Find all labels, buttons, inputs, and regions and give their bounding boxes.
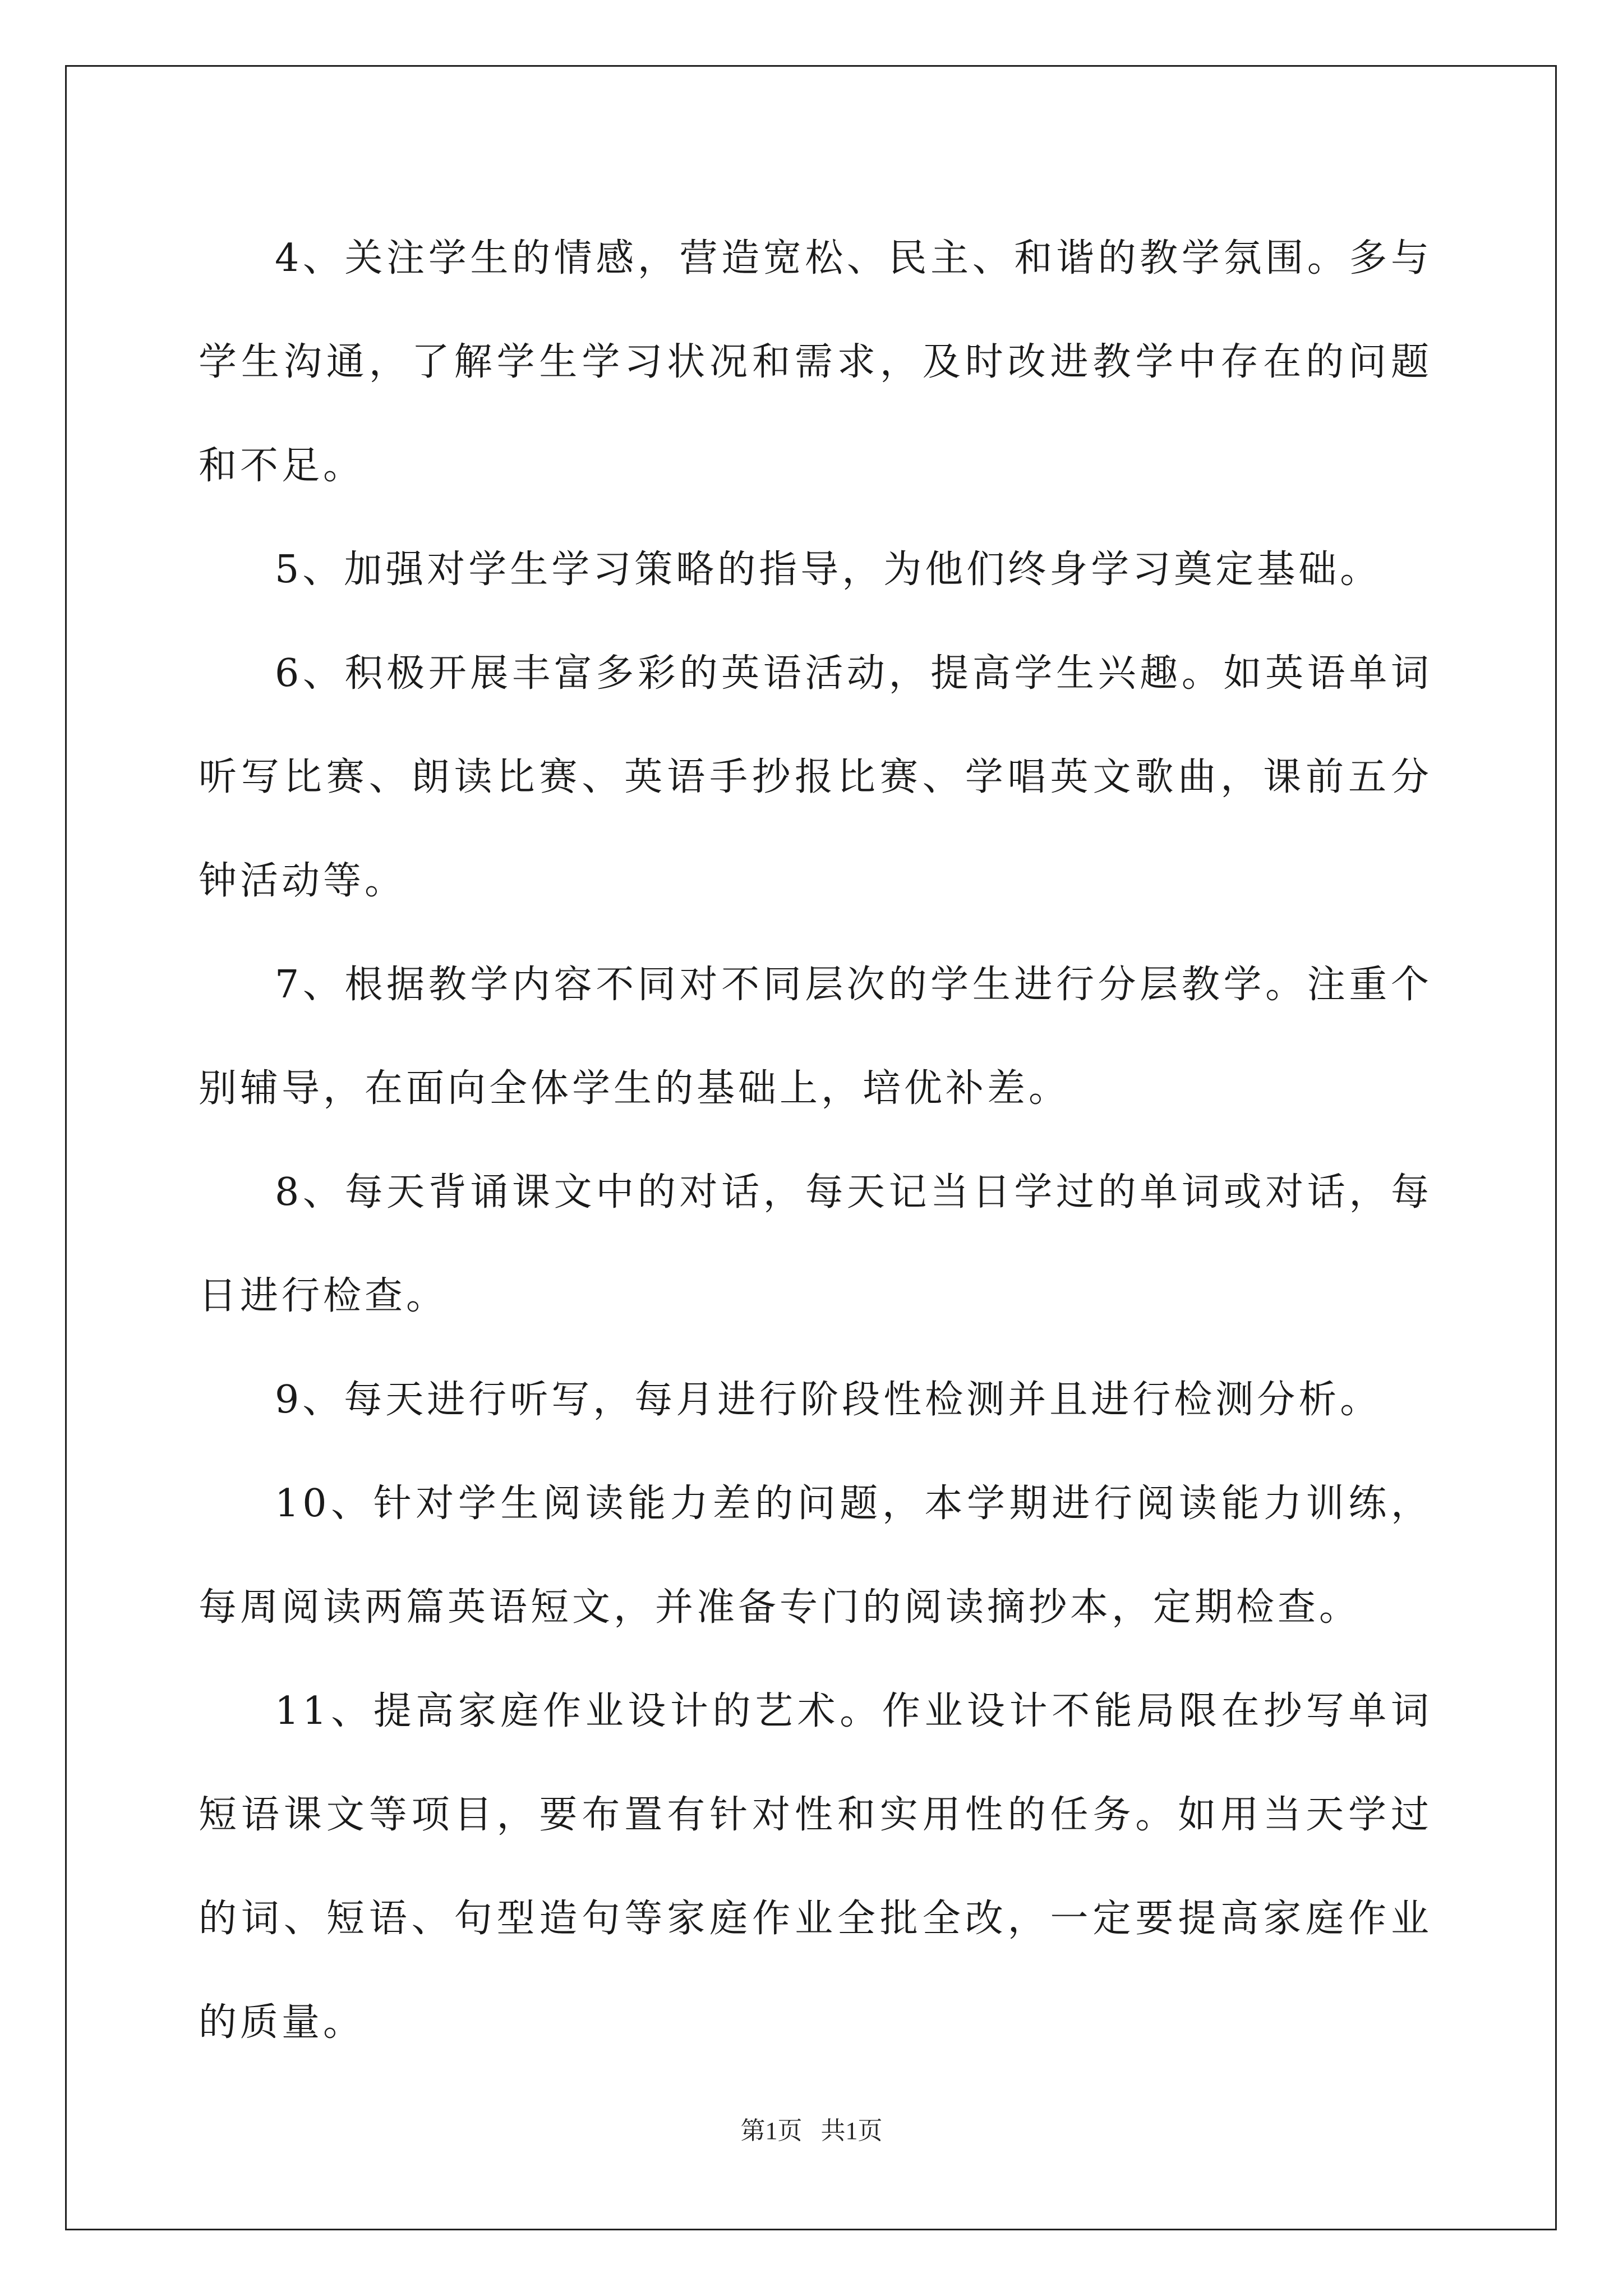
paragraph-5: 5、加强对学生学习策略的指导，为他们终身学习奠定基础。 bbox=[275, 547, 1382, 592]
paragraph-9: 9、每天进行听写，每月进行阶段性检测并且进行检测分析。 bbox=[275, 1378, 1382, 1422]
paragraph-7: 7、根据教学内容不同对不同层次的学生进行分层教学。注重个别辅导，在面向全体学生的基础上，培优补差。 bbox=[199, 963, 1432, 1111]
paragraph-4: 4、关注学生的情感，营造宽松、民主、和谐的教学氛围。多与学生沟通，了解学生学习状况和需求，及时改进教学中存在的问题和不足。 bbox=[199, 236, 1432, 488]
document-body bbox=[199, 206, 1432, 2074]
paragraph-11: 11、提高家庭作业设计的艺术。作业设计不能局限在抄写单词短语课文等项目，要布置有针对性和实用性的任务。如用当天学过的词、短语、句型造句等家庭作业全批全改，一定要提高家庭作业的质量。 bbox=[199, 1689, 1432, 2045]
page-number-footer: 第1页 共1页 bbox=[740, 2117, 883, 2145]
paragraph-8: 8、每天背诵课文中的对话，每天记当日学过的单词或对话，每日进行检查。 bbox=[199, 1170, 1432, 1318]
paragraph-10: 10、针对学生阅读能力差的问题，本学期进行阅读能力训练，每周阅读两篇英语短文，并准备专门的阅读摘抄本，定期检查。 bbox=[199, 1481, 1432, 1630]
paragraph-6: 6、积极开展丰富多彩的英语活动，提高学生兴趣。如英语单词听写比赛、朗读比赛、英语手抄报比赛、学唱英文歌曲，课前五分钟活动等。 bbox=[199, 651, 1432, 903]
